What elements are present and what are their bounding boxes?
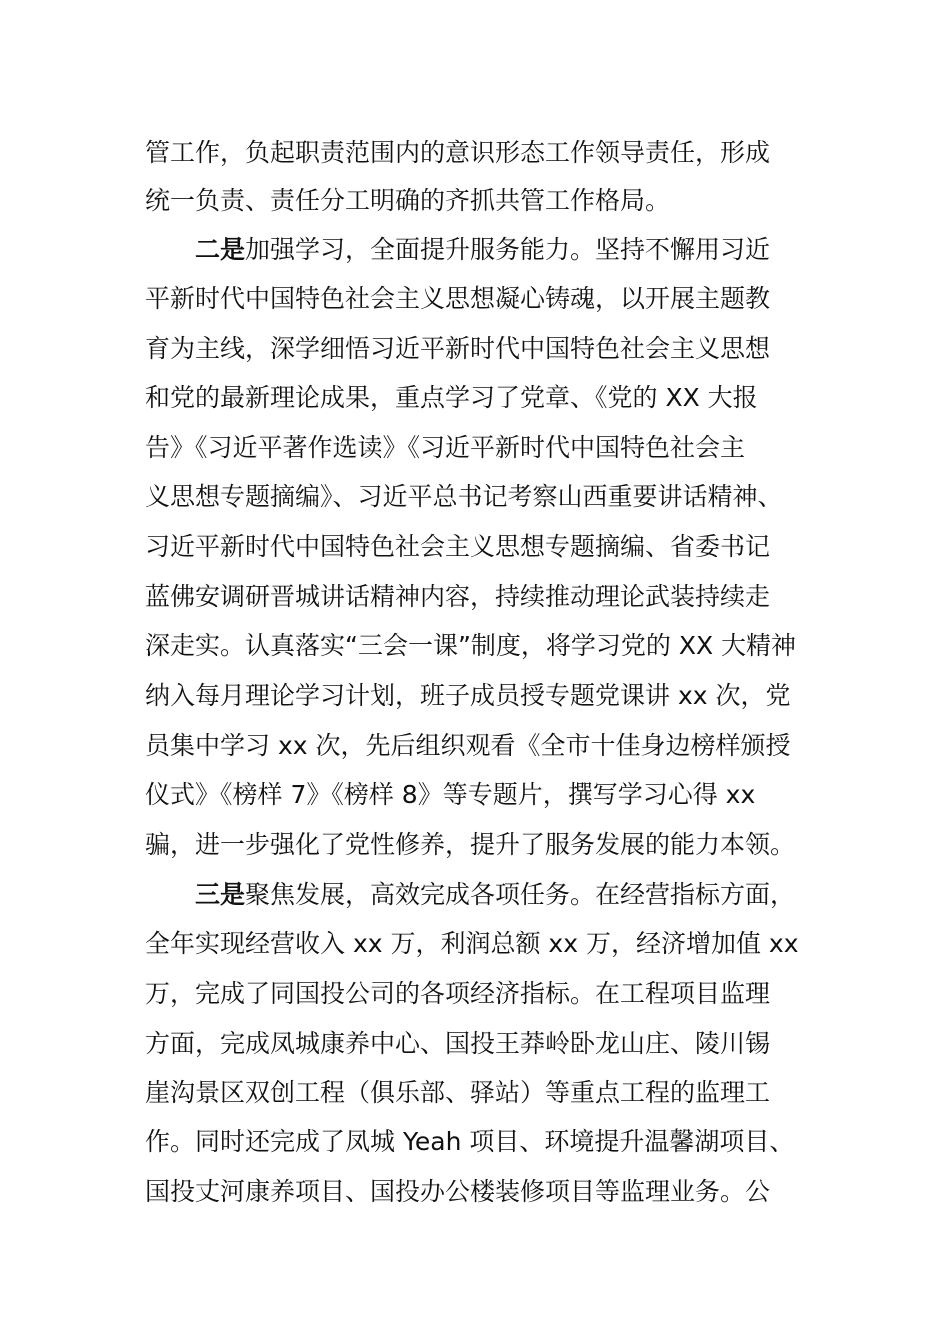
text-line: 义思想专题摘编》、习近平总书记考察山西重要讲话精神、 (145, 482, 783, 511)
paragraph-3-first-line (195, 870, 805, 920)
text-line: 方面，完成凤城康养中心、国投王莽岭卧龙山庄、陵川锡 (145, 1029, 771, 1058)
text-line: 告》《习近平著作选读》《习近平新时代中国特色社会主 (145, 433, 746, 462)
text-line: 平新时代中国特色社会主义思想凝心铸魂，以开展主题教 (145, 284, 771, 313)
text-line: 员集中学习 xx 次，先后组织观看《全市十佳身边榜样颁授 (145, 731, 791, 760)
text-line: 纳入每月理论学习计划，班子成员授专题党课讲 xx 次，党 (145, 681, 791, 710)
paragraph-text: 聚焦发展，高效完成各项任务。在经营指标方面， (245, 880, 796, 909)
paragraph-2-first-line (195, 225, 805, 275)
text-line: 全年实现经营收入 xx 万，利润总额 xx 万，经济增加值 xx (145, 929, 799, 958)
paragraph-lead: 三是 (195, 880, 246, 909)
text-line: 管工作，负起职责范围内的意识形态工作领导责任，形成 (145, 138, 771, 167)
text-line: 习近平新时代中国特色社会主义思想专题摘编、省委书记 (145, 532, 771, 561)
text-line: 蓝佛安调研晋城讲话精神内容，持续推动理论武装持续走 (145, 582, 771, 611)
text-line: 作。同时还完成了凤城 Yeah 项目、环境提升温馨湖项目、 (145, 1127, 795, 1156)
text-line: 深走实。认真落实“三会一课”制度，将学习党的 XX 大精神 (145, 631, 797, 660)
text-line: 和党的最新理论成果，重点学习了党章、《党的 XX 大报 (145, 383, 758, 412)
text-line: 崖沟景区双创工程（俱乐部、驿站）等重点工程的监理工 (145, 1078, 771, 1107)
paragraph-lead: 二是 (195, 235, 246, 264)
paragraph-text: 加强学习，全面提升服务能力。坚持不懈用习近 (245, 235, 771, 264)
text-line: 统一负责、责任分工明确的齐抓共管工作格局。 (145, 186, 671, 215)
text-line: 万，完成了同国投公司的各项经济指标。在工程项目监理 (145, 979, 771, 1008)
text-line: 仪式》《榜样 7》《榜样 8》等专题片，撰写学习心得 xx (145, 780, 756, 809)
text-line: 骗，进一步强化了党性修养，提升了服务发展的能力本领。 (145, 830, 796, 859)
text-line: 国投丈河康养项目、国投办公楼装修项目等监理业务。公 (145, 1177, 771, 1206)
text-line: 育为主线，深学细悟习近平新时代中国特色社会主义思想 (145, 334, 771, 363)
